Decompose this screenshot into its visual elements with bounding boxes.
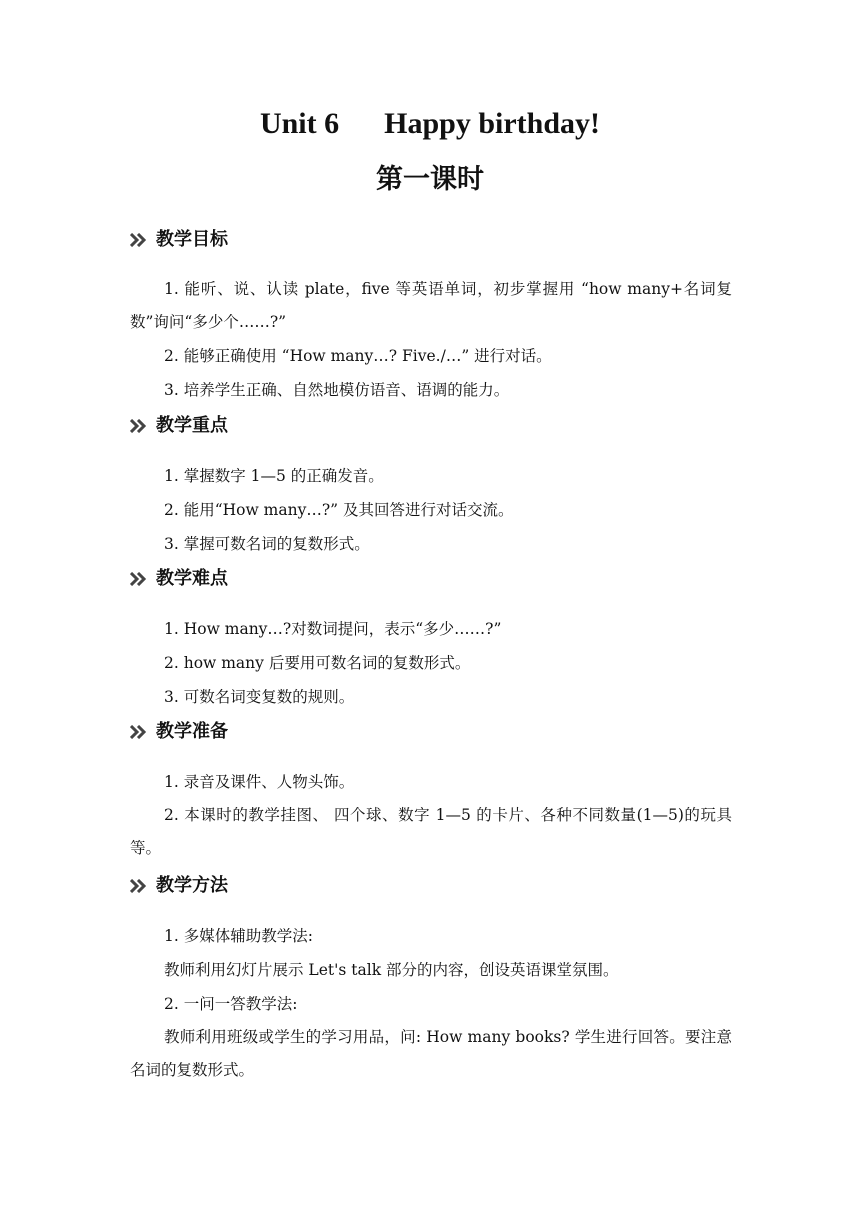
list-item: 1. 能听、说、认读 plate，five 等英语单词，初步掌握用 “how many+名词复数”询问“多少个……?” — [130, 280, 732, 331]
double-chevron-icon — [130, 419, 154, 433]
double-chevron-icon — [130, 233, 154, 247]
list-item: 2. 一问一答教学法: — [164, 995, 298, 1013]
section-heading: 教学方法 — [156, 875, 228, 896]
list-item: 1. 多媒体辅助教学法: — [164, 927, 313, 945]
section-teaching-goals — [130, 228, 732, 407]
list-item: 2. 能用“How many…?” 及其回答进行对话交流。 — [164, 501, 514, 519]
section-heading: 教学目标 — [156, 229, 228, 250]
lesson-title: Unit 6 Happy birthday! — [259, 107, 601, 140]
section-heading: 教学准备 — [156, 721, 228, 742]
section-heading: 教学重点 — [156, 415, 228, 436]
list-item: 2. how many 后要用可数名词的复数形式。 — [164, 654, 471, 672]
list-item: 1. 掌握数字 1—5 的正确发音。 — [164, 467, 384, 485]
double-chevron-icon — [130, 879, 154, 893]
list-item: 教师利用幻灯片展示 Let's talk 部分的内容，创设英语课堂氛围。 — [164, 961, 619, 979]
list-item: 3. 可数名词变复数的规则。 — [164, 688, 355, 706]
list-item: 2. 能够正确使用 “How many…? Five./…” 进行对话。 — [164, 347, 552, 365]
list-item: 3. 培养学生正确、自然地模仿语音、语调的能力。 — [164, 381, 510, 399]
section-heading: 教学难点 — [156, 568, 228, 589]
list-item: 1. How many…?对数词提问，表示“多少……?” — [164, 620, 502, 638]
section-teaching-preparation — [130, 720, 732, 865]
double-chevron-icon — [130, 572, 154, 586]
section-teaching-difficulties — [130, 567, 732, 714]
lesson-subtitle: 第一课时 — [376, 164, 484, 195]
double-chevron-icon — [130, 725, 154, 739]
list-item: 3. 掌握可数名词的复数形式。 — [164, 535, 370, 553]
list-item: 教师利用班级或学生的学习用品，问: How many books? 学生进行回答。要注意名词的复数形式。 — [130, 1028, 732, 1079]
section-teaching-focus — [130, 414, 732, 561]
section-teaching-methods — [130, 874, 732, 1087]
list-item: 1. 录音及课件、人物头饰。 — [164, 773, 355, 791]
list-item: 2. 本课时的教学挂图、 四个球、数字 1—5 的卡片、各种不同数量(1—5)的玩具等。 — [130, 806, 732, 857]
